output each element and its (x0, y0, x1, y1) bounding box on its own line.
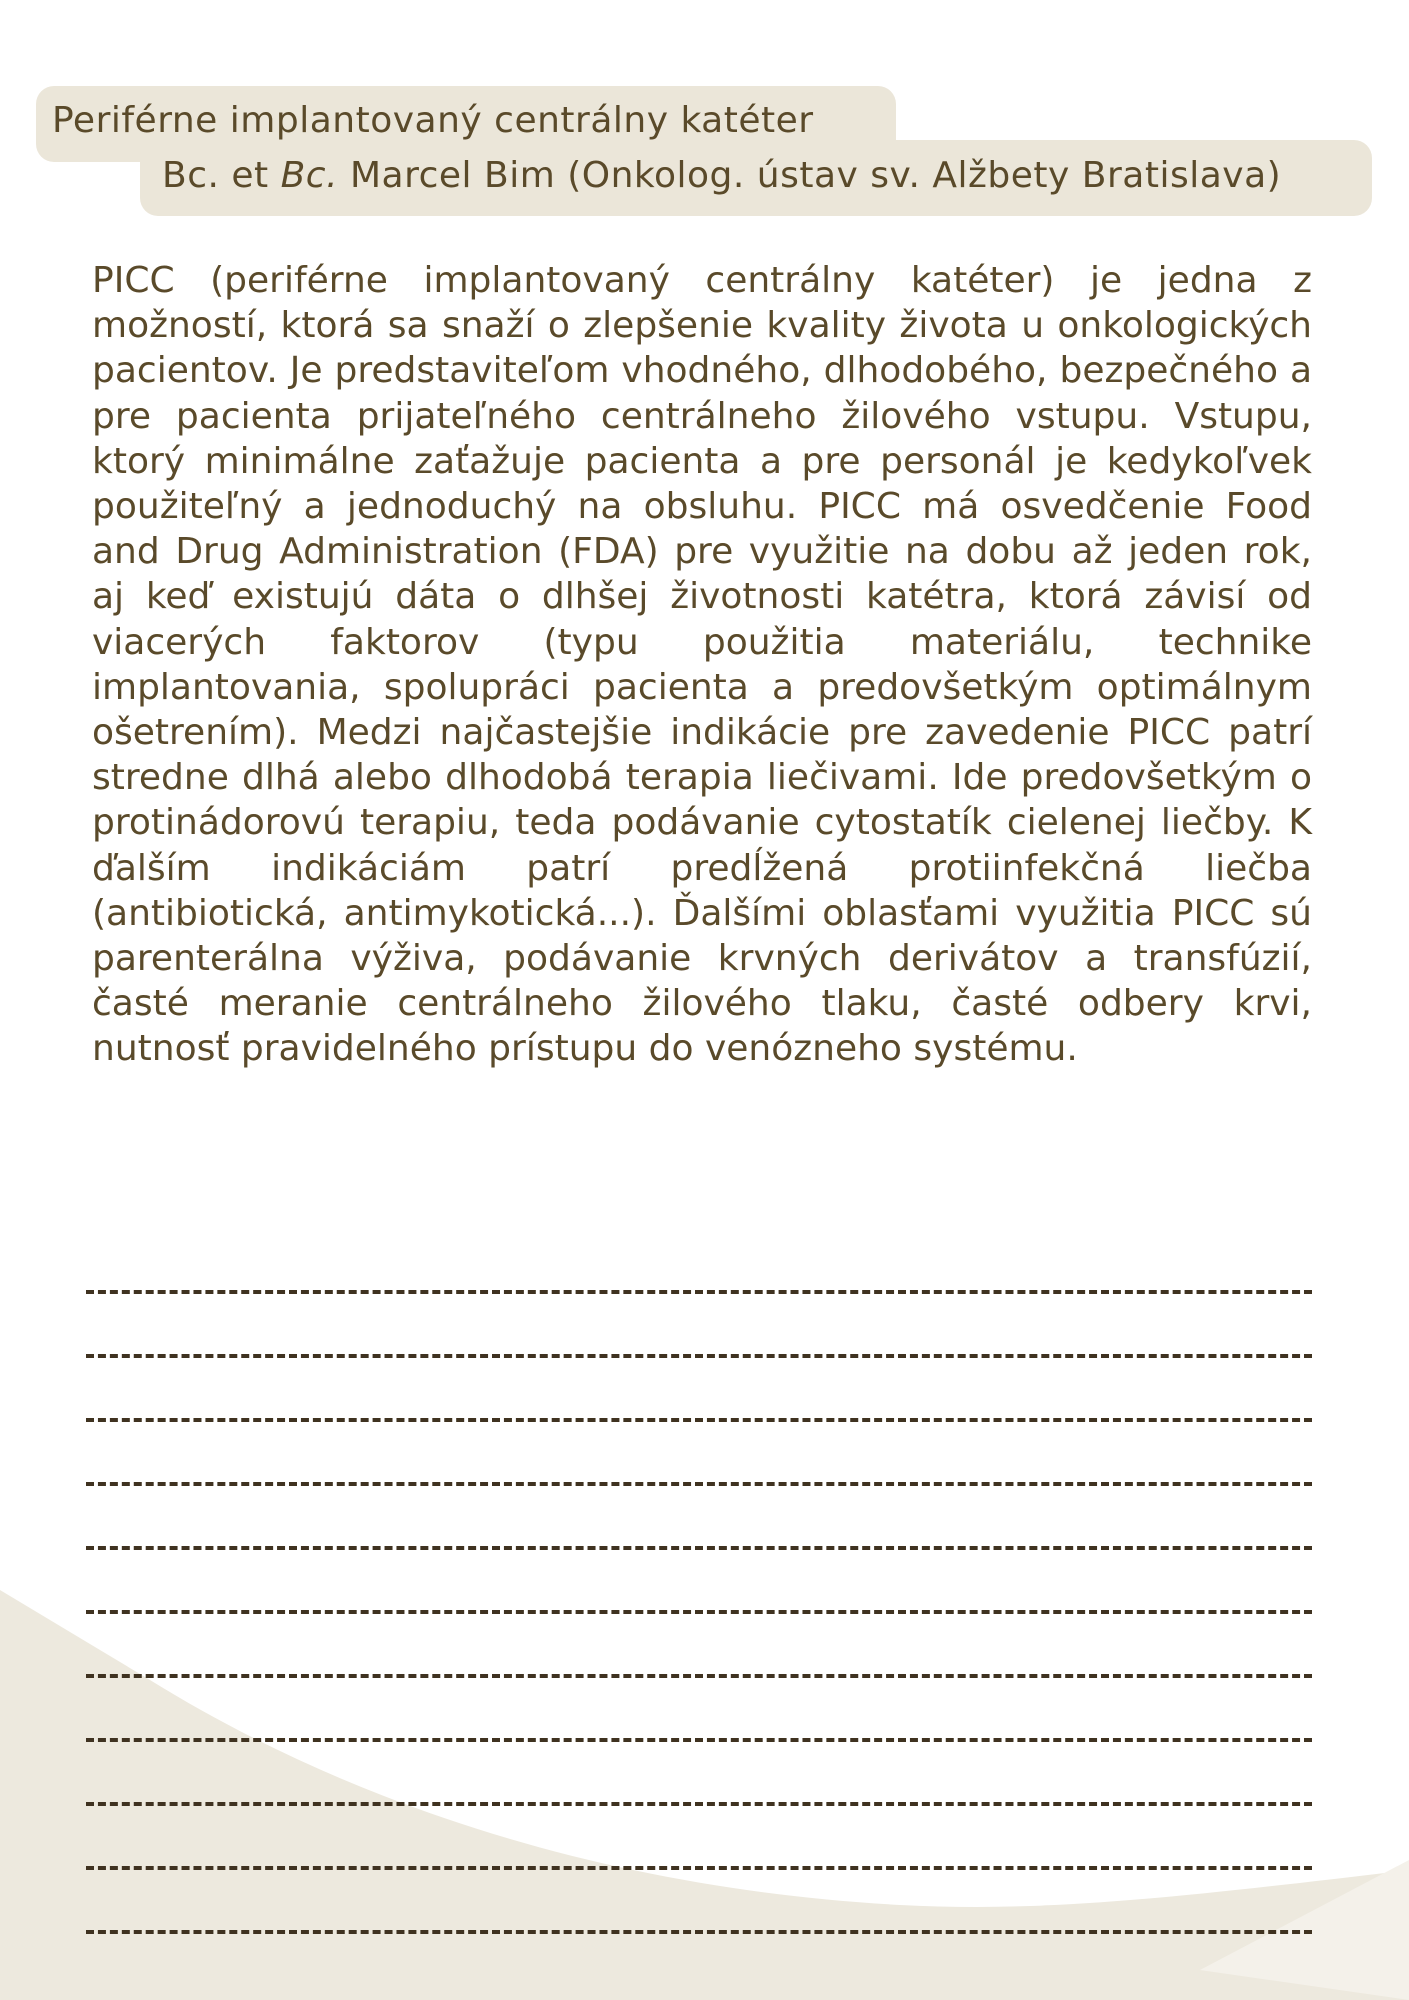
author-prefix: Bc. et (162, 155, 281, 196)
note-line (86, 1870, 1312, 1934)
note-line (86, 1294, 1312, 1358)
note-line (86, 1614, 1312, 1678)
note-line (86, 1806, 1312, 1870)
note-line (86, 1358, 1312, 1422)
note-line (86, 1550, 1312, 1614)
author-name-affiliation: Marcel Bim (Onkolog. ústav sv. Alžbety Bratislava) (338, 155, 1282, 196)
notes-lines (86, 1230, 1312, 1934)
article-author (162, 155, 1281, 196)
note-line (86, 1678, 1312, 1742)
note-line (86, 1742, 1312, 1806)
article-body: PICC (periférne implantovaný centrálny katéter) je jedna z možností, ktorá sa snaží o zlepšenie kvality života u onkologických pacientov. Je predstaviteľom vhodného, dlhodobého, bezpečného a pre pacienta prijateľného centrálneho žilového vstupu. Vstupu, ktorý minimálne zaťažuje pacienta a pre personál je kedykoľvek použiteľný a jednoduchý na obsluhu. PICC má osvedčenie Food and Drug Administration (FDA) pre využitie na dobu až jeden rok, aj keď existujú dáta o dlhšej životnosti katétra, ktorá závisí od viacerých faktorov (typu použitia materiálu, technike implantovania, spolupráci pacienta a predovšetkým optimálnym ošetrením). Medzi najčastejšie indikácie pre zavedenie PICC patrí stredne dlhá alebo dlhodobá terapia liečivami. Ide predovšetkým o protinádorovú terapiu, teda podávanie cytostatík cielenej liečby. K ďalším indikáciám patrí predĺžená protiinfekčná liečba (antibiotická, antimykotická...). Ďalšími oblasťami využitia PICC sú parenterálna výživa, podávanie krvných derivátov a transfúzií, časté meranie centrálneho žilového tlaku, časté odbery krvi, nutnosť pravidelného prístupu do venózneho systému. (92, 260, 1312, 1070)
author-degree: Bc. (280, 155, 339, 196)
article-title: Periférne implantovaný centrálny katéter (52, 100, 814, 141)
note-line (86, 1422, 1312, 1486)
note-line (86, 1230, 1312, 1294)
note-line (86, 1486, 1312, 1550)
